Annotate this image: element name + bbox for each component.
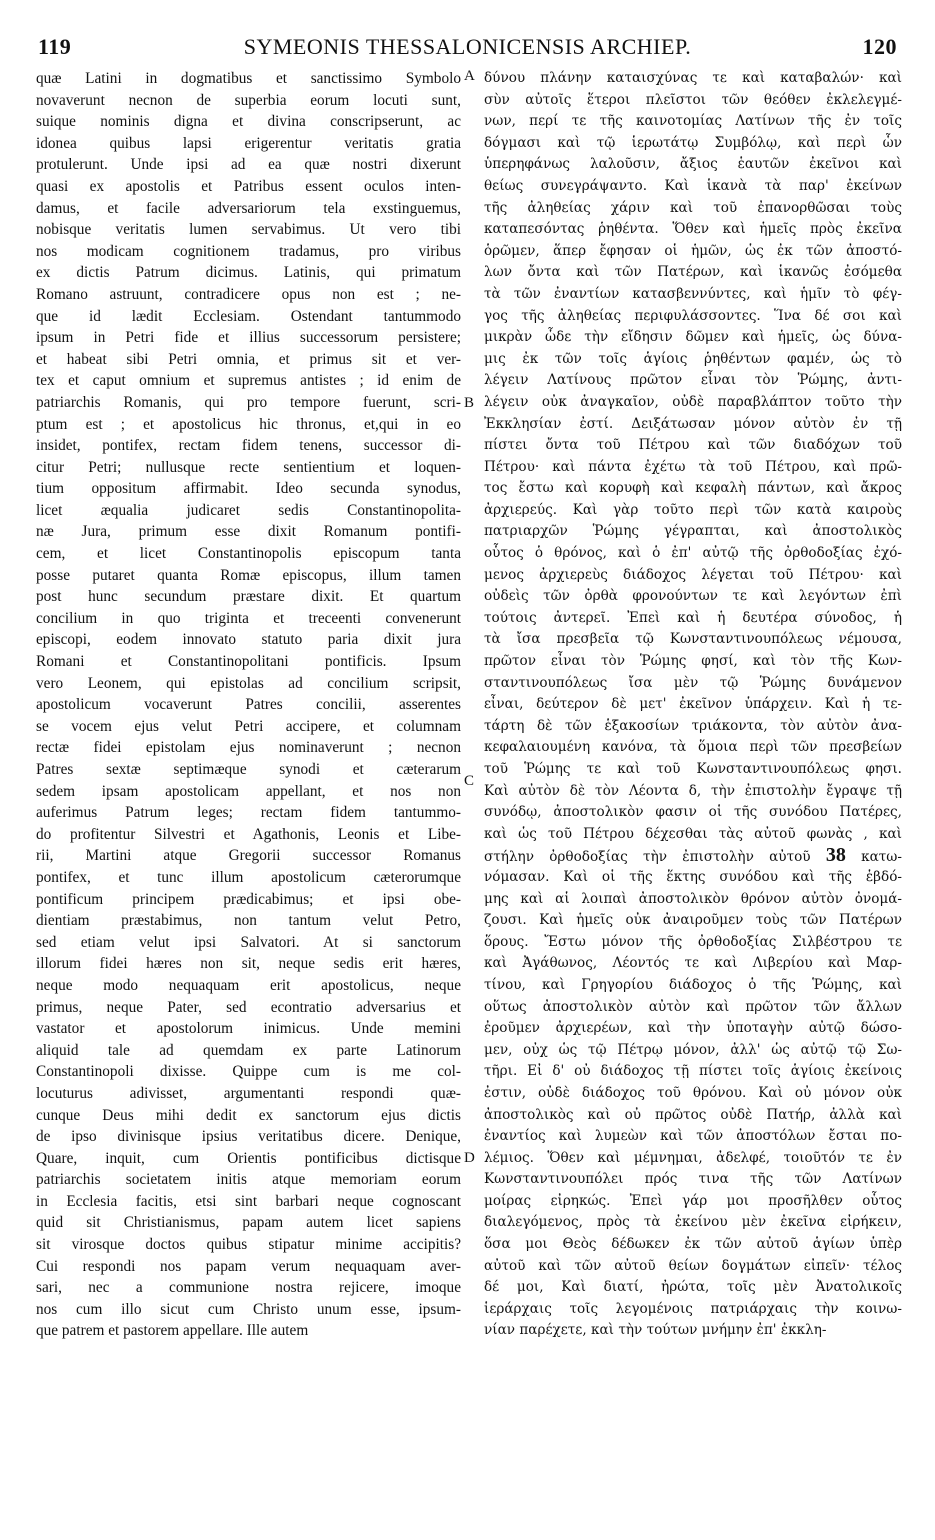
latin-text-line: que patrem et pastorem appellare. Ille autem [36,1322,309,1340]
greek-text-line: μεν, οὐχ ὡς τῷ Πέτρῳ μόνον, ἀλλ' ὡς αὐτῷ τῷ Σω- [484,1041,902,1058]
greek-text-line: οὐδεὶς τῶν ὀρθὰ φρονούντων τε καὶ λεγόντων ἐπὶ [484,588,902,605]
left-page-number: 119 [38,34,72,59]
greek-text-line: τὰ ἴσα πρεσβεῖα τῷ Κωνσταντινουπόλεως νέμουσα, [484,631,902,648]
latin-text-line: tium oppositum affirmabit. Ideo secunda synodus, [36,480,461,498]
latin-text-line: quasi ex apostolis et Patribus essent oculos inten- [36,177,461,195]
greek-text-line: συνόδῳ, ἀποστολικὸν φασιν οἱ τῆς συνόδου Πατέρες, [484,804,902,821]
greek-text-line: ὁρῶμεν, ἅπερ ἔφησαν οἱ ἡμῶν, ὡς ἐκ τῶν ἀποστό- [484,242,902,259]
inline-column-number: 38 [825,845,846,867]
latin-text-line: auferimus Patrum leges; rectam fidem tantummo- [36,804,461,822]
latin-text-line: nos cum illo sicut cum Christo unum esse, ipsum- [36,1300,461,1318]
latin-text-line: post hunc secundum præstare dixit. Et quartum [36,588,461,606]
latin-text-line: illorum fidei hæres non sit, neque sedis erit hæres, [36,955,461,973]
greek-text-line: τὰ τῶν ἐναντίων κατασβεννύντες, καὶ ἡμῖν τὸ φέγ- [484,285,902,302]
latin-text-line: damus, et facile adversariorum tela exstinguemus, [36,199,461,217]
latin-text-line: cem, et licet Constantinopolis episcopum tanta [36,545,461,563]
latin-text-line: cunque Deus mihi dedit ex sanctorum ejus dictis [36,1106,461,1124]
latin-text-line: patriarchis societatem initis atque memoriam eorum [36,1171,461,1189]
greek-text-line: λέγειν οὐκ ἀναγκαῖον, οὐδὲ παραβλάπτον τοῦτο τὴν [484,393,902,410]
latin-text-line: vero Leonem, qui epistolas ad concilium scripsit, [36,674,461,692]
greek-text-line: δύνου πλάνην καταισχύνας τε καὶ καταβαλών· καὶ [484,70,902,86]
latin-text-line: rectæ fidei epistolam ejus nominaverunt ; necnon [36,739,461,757]
latin-text-line: que id lædit Ecclesiam. Ostendant tantummodo [36,307,461,325]
latin-text-line: pontifex, et tunc illum apostolicum cæterorumque [36,868,461,886]
greek-text-line: τίνου, καὶ Γρηγορίου διάδοχος ὁ τῆς Ῥώμης, καὶ [484,976,902,993]
page-header [38,34,897,68]
latin-text-line: sed etiam velut ipsi Salvatori. At si sanctorum [36,933,461,951]
latin-text-line: ipsum in Petri fide et illius successorum persistere; [36,329,461,347]
greek-text-line: ἐροῦμεν ἀρχιερέων, καὶ τὴν ὑποταγὴν αὐτῷ δώσο- [484,1020,902,1037]
greek-text-line: ἐναντίος καὶ λυμεὼν καὶ τῶν ἀποστόλων ἔσται πο- [484,1128,902,1145]
greek-text-line: ὑπερηφάνως λαλοῦσιν, ἄξιος ἑαυτῶν ἐκεῖνοι καὶ [484,156,902,173]
greek-text-line: οὗτος ὁ θρόνος, καὶ ὁ ἐπ' αὐτῷ τῆς ὀρθοδοξίας ἐχό- [484,545,902,562]
latin-text-line: concilium in quo triginta et treceenti convenerunt [36,609,461,627]
greek-text-line: διαλεγόμενος, πρὸς τὰ ἐκείνου μὲν ἐκεῖνα εἰρήκειν, [484,1214,902,1231]
greek-text-line: μις ἐκ τῶν τοῖς ἁγίοις ῥηθέντων φαμέν, ὡς τὸ [484,350,902,367]
greek-text-line: τοῦ Ῥώμης τε καὶ τοῦ Κωνσταντινουπόλεως φησι. [484,761,902,777]
latin-text-line: nobisque veritatis lumen servabimus. Ut vero tibi [36,221,461,239]
greek-text-line: νίαν παρέχετε, καὶ τὴν τούτων μνήμην ἐπ' ἐκκλη- [484,1322,827,1339]
greek-text-line: μης καὶ αἱ λοιπαὶ ἀποστολικὸν θρόνον αὐτὸν ὀνομά- [484,890,902,907]
greek-text-line: τος ἔστω καὶ κορυφὴ καὶ κεφαλὴ πάντων, καὶ ἄκρος [484,480,902,497]
greek-text-line: τῆς ἀληθείας χάριν καὶ τοῦ ἐπανορθῶσαι τοὺς [484,199,902,216]
latin-text-line: nos modicam cognitionem tradamus, pro viribus [36,242,461,260]
latin-text-line: pontificum principem prædicabimus; et ipsi obe- [36,890,461,908]
greek-text-line: σὺν αὐτοῖς ἕτεροι πλεῖστοι τῶν θεόθεν ἐκλελεγμέ- [484,91,902,108]
latin-text-line: patriarchis Romanis, qui pro tempore fuerunt, scri- [36,393,461,411]
greek-text-line: αὐτοῦ καὶ τῶν αὐτοῦ θείων δογμάτων εἰπεῖν· τέλος [484,1257,902,1274]
latin-text-line: posse putaret quanta Romæ episcopus, illum tamen [36,566,461,584]
section-marker-b: B [464,395,475,411]
latin-text-line: in Ecclesia facitis, etsi sint barbari neque cognoscant [36,1192,461,1210]
latin-text-line: de ipso divinisque ipsius veritatibus dicere. Denique, [36,1128,461,1146]
latin-text-line: næ Jura, primum esse dixit Romanum pontifi- [36,523,461,541]
latin-text-line: quid sit Christianismus, papam autem licet sapiens [36,1214,461,1232]
latin-text-line: novaverunt necnon de superbia eorum locuti sunt, [36,91,461,109]
greek-text-line: Κωνσταντινουπόλει πρός τινα τῆς τῶν Λατίνων [484,1171,902,1188]
latin-text-line: quæ Latini in dogmatibus et sanctissimo Symbolo [36,70,461,87]
greek-text-line: νόμασαν. Καὶ οἱ τῆς ἕκτης συνόδου καὶ τῆς ἑβδό- [484,868,902,885]
greek-text-line: καὶ ὡς τοῦ Πέτρου δέχεσθαι τὰς αὐτοῦ φωνὰς , καὶ [484,825,902,842]
greek-text-line: Ἐκκλησίαν ἐστί. Δειξάτωσαν μόνον αὐτὸν ἐν τῇ [484,415,902,432]
latin-text-line: aliquid tale ad quemdam ex parte Latinorum [36,1041,461,1059]
latin-text-line: citur Petri; nullusque recte sentientium et loquen- [36,458,461,476]
greek-text-line: ὅσα μοι Θεὸς δέδωκεν ἐκ τῶν αὐτοῦ ἁγίων ὑπὲρ [484,1236,902,1253]
greek-text-line: τούτοις ἀντερεῖ. Ἐπεὶ καὶ ἡ δευτέρα σύνοδος, ἡ [484,609,902,626]
latin-text-line: licet æqualia judicaret sedis Constantinopolita- [36,501,461,519]
latin-text-line: do profitentur Silvestri et Agathonis, Leonis et Libe- [36,825,461,843]
latin-text-line: Patres sextæ septimæque synodi et cæterarum [36,761,461,778]
latin-text-line: Quare, inquit, cum Orientis pontificibus dictisque [36,1149,461,1167]
greek-text-line: θείως συνεγράψαντο. Καὶ ἱκανὰ τὰ παρ' ἐκείνων [484,177,902,194]
latin-text-line: vastator et apostolorum inimicus. Unde memini [36,1020,461,1038]
latin-text-line: neque modo nequaquam erit apostolicus, neque [36,976,461,994]
greek-text-line: καὶ Ἀγάθωνος, Λέοντός τε καὶ Λιβερίου καὶ Μαρ- [484,955,902,972]
greek-text-line: σταντινουπόλεως ἴσα μὲν τῷ Ῥώμης δυνάμενον [484,674,902,691]
greek-text-line: ὅρους. Ἔστω μόνον τῆς ὀρθοδοξίας Σιλβέστρου τε [484,933,902,950]
section-marker-a: A [464,68,475,84]
greek-text-line: δέ μοι, Καὶ διατί, ἠρώτα, τοῖς μὲν Ἀνατολικοῖς [484,1279,902,1296]
latin-text-line: ptum est ; et apostolicus hic thronus, et,qui in eo [36,415,461,433]
latin-text-line: sit virosque doctos quibus stipatur minime accipitis? [36,1236,461,1254]
latin-text-line: rii, Martini atque Gregorii successor Romanus [36,847,461,865]
running-title: SYMEONIS THESSALONICENSIS ARCHIEP. [243,34,692,59]
greek-text-line: οὕτως ἀποστολικὸν αὐτὸν καὶ πρῶτον τῶν ἄλλων [484,998,902,1015]
greek-column [484,68,902,1342]
latin-text-line: locuturus adivisset, argumentanti respondi quæ- [36,1084,461,1102]
latin-text-line: sedem ipsam apostolicam appellant, et nos non [36,782,461,800]
greek-text-line: πατριαρχῶν Ῥώμης γέγραπται, καὶ ἀποστολικὸς [484,523,902,540]
latin-text-line: protulerunt. Unde ipsi ad ea quæ nostri dixerunt [36,156,461,174]
greek-text-line: Καὶ αὐτὸν δὲ τὸν Λέοντα δ, τὴν ἐπιστολὴν ἔγραψε τῇ [484,782,902,799]
latin-text-line: Romano astruunt, contradicere opus non est ; ne- [36,285,461,303]
latin-text-line: et habeat sibi Petri omnia, et primus sit et ver- [36,350,461,368]
greek-text-line: ἀρχιερεύς. Καὶ γὰρ τοῦτο περὶ τῶν κατὰ καιροὺς [484,501,902,518]
greek-text-line: ἀποστολικὸς καὶ οὐ πρῶτος οὐδὲ Πατήρ, ἀλλὰ καὶ [484,1106,902,1123]
greek-text-line: μικρὰν ὧδε τὴν εἴδησιν δῶμεν καὶ ἡμεῖς, ὡς δύνα- [484,329,902,346]
greek-text-line: ζουσι. Καὶ ἡμεῖς οὐκ ἀναιροῦμεν τοὺς τῶν Πατέρων [484,912,902,929]
latin-text-line: Romani et Constantinopolitani pontificis. Ipsum [36,653,461,671]
greek-text-line: στήλην ὀρθοδοξίας τὴν ἐπιστολὴν αὐτοῦ 38 κατω- [484,845,902,867]
latin-text-line: tex et caput omnium et supremus antistes ; id enim de [36,372,461,390]
greek-text-line: μοίρας εἰρηκώς. Ἐπεὶ γάρ μοι προσῆλθεν οὗτος [484,1192,902,1209]
greek-text-line: καταπεσόντας ῥηθέντα. Ὅθεν καὶ ἡμεῖς πρὸς ἐκεῖνα [484,221,902,238]
greek-text-line: μενος ἀρχιερεὺς διάδοχος λέγεται τοῦ Πέτρου· καὶ [484,566,902,583]
latin-text-line: suique nominis digna et divina conscripserunt, ac [36,113,461,131]
latin-text-line: insidet, pontifex, rectam fidem tenens, successor di- [36,437,461,455]
latin-text-line: Constantinopoli dixisse. Quippe cum is me col- [36,1063,461,1081]
greek-text-line: πίστει ὄντα τοῦ Πέτρου καὶ τῶν διαδόχων τοῦ [484,437,902,454]
greek-text-line: νων, περί τε τῆς καινοτομίας Λατίνων τῆς ἐν τοῖς [484,113,902,130]
greek-text-line: εἶναι, δεύτερον δὲ μετ' ἐκεῖνον ὑπάρχειν. Καὶ ἡ τε- [484,696,902,713]
greek-text-line: δόγμασι καὶ τῷ ἱερωτάτῳ Συμβόλῳ, καὶ περὶ ὧν [484,134,902,151]
greek-text-line: ἱεράρχαις τοῖς λεγομένοις πατριάρχαις τὴν κοινω- [484,1300,902,1317]
greek-text-line: ἐστιν, οὐδὲ διάδοχος τοῦ θρόνου. Καὶ οὐ μόνον οὐκ [484,1084,902,1101]
latin-text-line: Cui respondi nos papam verum nequaquam aver- [36,1257,461,1275]
greek-text-line: τῆρι. Εἰ δ' οὐ διάδοχος τῇ πίστει τοῖς ἁγίοις ἐκείνοις [484,1063,902,1080]
latin-text-line: primus, neque Pater, sed econtratio adversarius et [36,998,461,1016]
greek-text-line: πρῶτον εἶναι τὸν Ῥώμης φησί, καὶ τὸν τῆς Κων- [484,653,902,670]
latin-text-line: se vocem ejus velut Petri accipere, et columnam [36,717,461,735]
section-marker-d: D [464,1150,475,1166]
latin-column [36,68,461,1342]
latin-text-line: episcopi, eodem innovato statuto paria dixit jura [36,631,461,649]
latin-text-line: dientiam præstabimus, non tantum velut Petro, [36,912,461,930]
latin-text-line: idonea quibus lapsi erigerentur veritatis gratia [36,134,461,152]
latin-text-line: ex dictis Patrum dicimus. Latinis, qui primatum [36,264,461,282]
right-page-number: 120 [862,34,897,59]
latin-text-line: apostolicum vocaverunt Patres concilii, asserentes [36,696,461,714]
greek-text-line: τάρτη δὲ τῶν ἑξακοσίων τριάκοντα, τὸν αὐτὸν ἀνα- [484,717,902,734]
greek-text-line: κεφαλαιουμένη κανόνα, τὰ ὅμοια περὶ τῶν πρεσβείων [484,739,902,756]
greek-text-line: Πέτρου· καὶ πάντα ἐχέτω τὰ τοῦ Πέτρου, καὶ πρῶ- [484,458,902,475]
greek-text-line: λέγειν Λατίνους πρῶτον εἶναι τὸν Ῥώμης, ἀντι- [484,372,902,389]
greek-text-line: γος τῆς ἀληθείας περιφυλάσσοντες. Ἵνα δέ σοι καὶ [484,307,902,324]
greek-text-line: λέμιος. Ὅθεν καὶ μέμνημαι, ἀδελφέ, τοιοῦτόν τε ἐν [484,1149,902,1166]
section-marker-c: C [464,773,475,789]
latin-text-line: sari, nec a communione nostra rejicere, imoque [36,1279,461,1297]
greek-text-line: λων ὄντα καὶ τῶν Πατέρων, καὶ ἱκανῶς ἐσόμεθα [484,264,902,281]
